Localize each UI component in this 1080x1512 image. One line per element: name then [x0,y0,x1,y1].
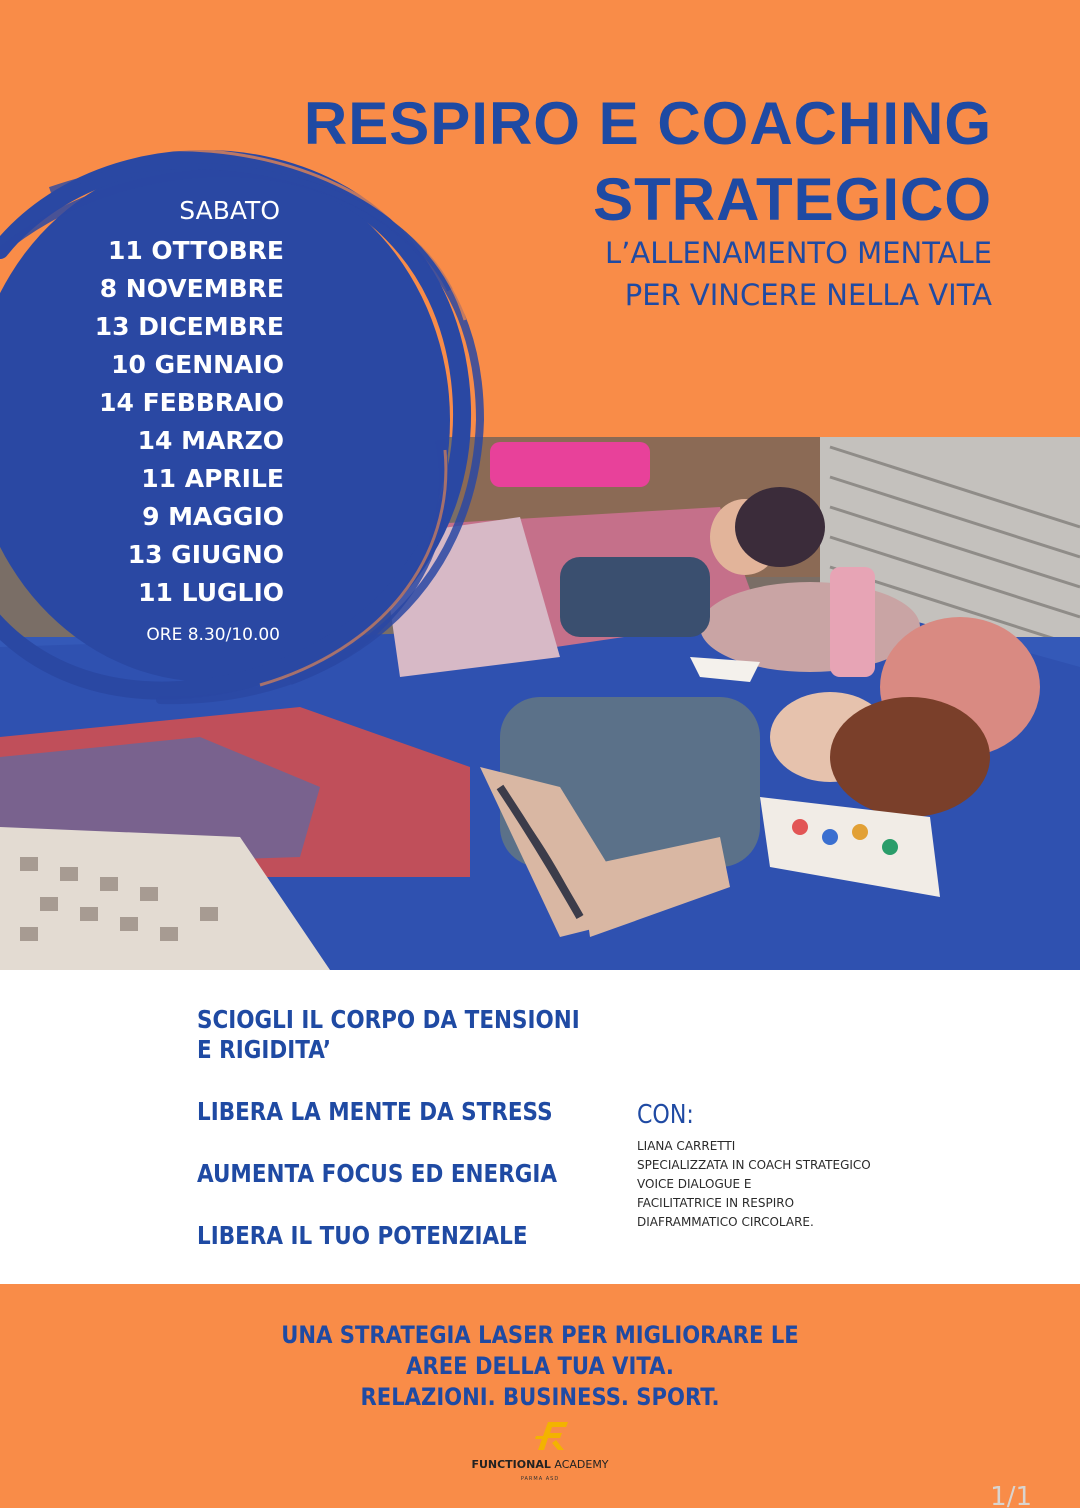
trainer-line: SPECIALIZZATA IN COACH STRATEGICO [637,1158,871,1172]
benefit-item: LIBERA LA MENTE DA STRESS [197,1097,553,1126]
trainer-label: CON: [637,1100,694,1130]
claim-line-3: RELAZIONI. BUSINESS. SPORT. [360,1383,720,1411]
schedule-time: ORE 8.30/10.00 [146,625,280,645]
title-line-1: RESPIRO E COACHING [303,90,992,157]
date-item: 14 FEBBRAIO [99,388,284,417]
date-item: 10 GENNAIO [111,350,284,379]
functional-academy-logo-icon [534,1418,574,1454]
logo-word-1: FUNCTIONAL [471,1458,551,1471]
date-item: 14 MARZO [137,426,284,455]
trainer-name: LIANA CARRETTI [637,1139,736,1153]
logo-wordmark [0,1458,1080,1471]
schedule-day: SABATO [179,196,280,225]
date-item: 13 GIUGNO [127,540,284,569]
benefit-item: LIBERA IL TUO POTENZIALE [197,1221,528,1250]
trainer-line: VOICE DIALOGUE E [637,1177,752,1191]
schedule-dates [0,232,284,612]
claim-line-2: AREE DELLA TUA VITA. [406,1352,674,1380]
trainer-info [637,1137,871,1232]
date-item: 11 APRILE [141,464,284,493]
date-item: 13 DICEMBRE [94,312,284,341]
subtitle-line-2: PER VINCERE NELLA VITA [624,278,992,312]
date-item: 11 LUGLIO [138,578,284,607]
logo-subtitle: PARMA ASD [520,1476,560,1482]
trainer-line: FACILITATRICE IN RESPIRO [637,1196,795,1210]
benefit-item: AUMENTA FOCUS ED ENERGIA [197,1159,558,1188]
date-item: 11 OTTOBRE [107,236,284,265]
page-counter: 1/1 [990,1482,1032,1512]
benefit-item: SCIOGLI IL CORPO DA TENSIONI E RIGIDITA’ [197,1005,580,1064]
date-item: 9 MAGGIO [142,502,284,531]
title-line-2: STRATEGICO [593,166,992,233]
benefits-list [197,1005,593,1251]
subtitle [605,232,992,316]
date-item: 8 NOVEMBRE [99,274,284,303]
trainer-line: DIAFRAMMATICO CIRCOLARE. [637,1215,814,1229]
claim-line-1: UNA STRATEGIA LASER PER MIGLIORARE LE [281,1321,799,1349]
logo-word-2: ACADEMY [554,1458,609,1471]
footer-claim [0,1320,1080,1413]
subtitle-line-1: L’ALLENAMENTO MENTALE [605,236,992,270]
